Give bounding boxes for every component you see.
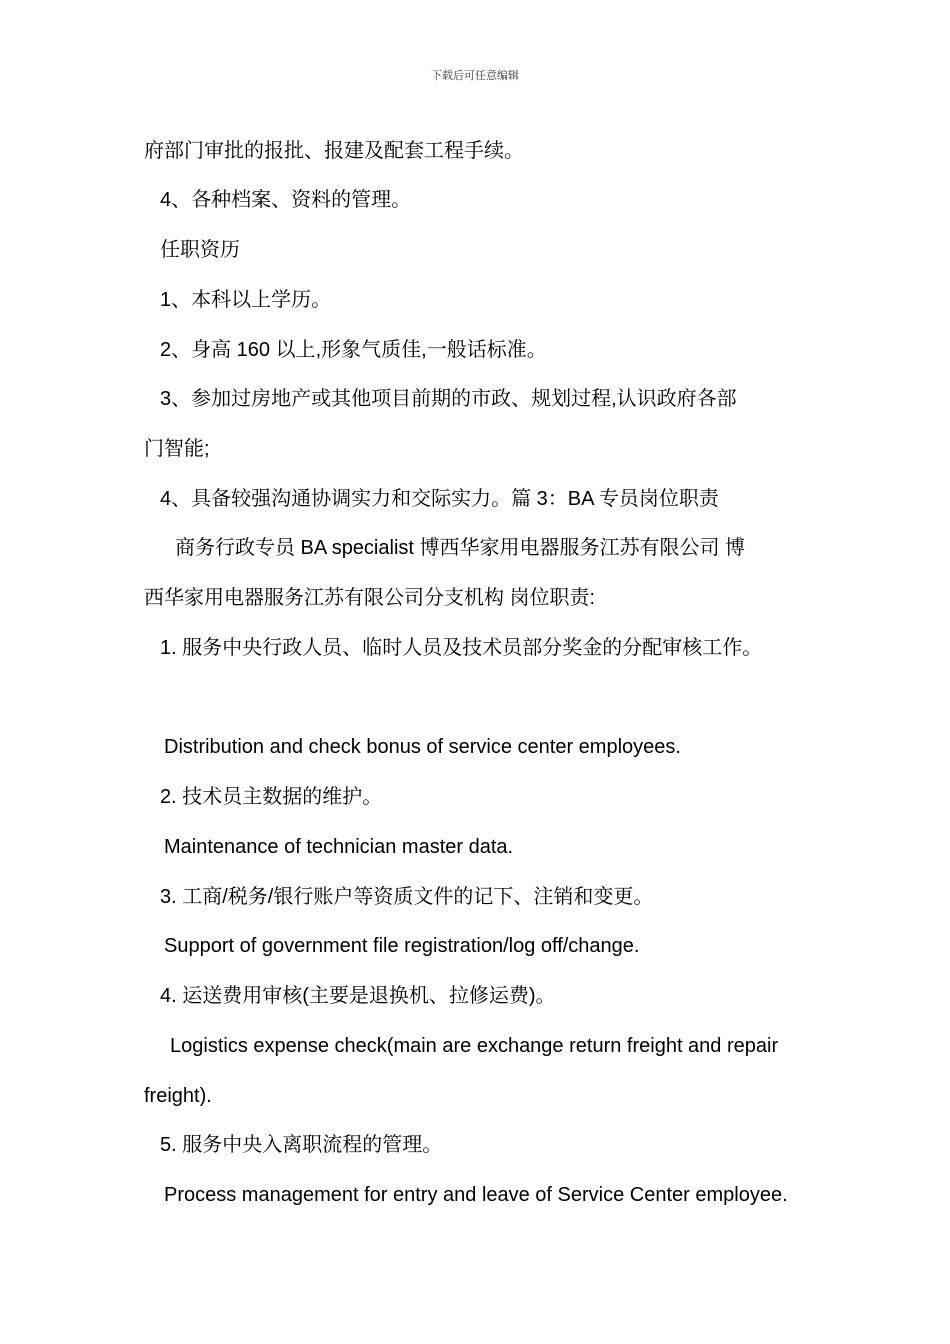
duty-item-1-en: Distribution and check bonus of service center employees. — [164, 736, 681, 758]
section-heading-qualifications: 任职资历 — [160, 239, 240, 261]
duty-item-2-cn: 2. 技术员主数据的维护。 — [160, 786, 383, 808]
qualification-item-2: 2、身高 160 以上,形象气质佳,一般话标准。 — [160, 339, 547, 361]
duty-item-1-cn: 1. 服务中央行政人员、临时人员及技术员部分奖金的分配审核工作。 — [160, 637, 763, 659]
qualification-item-3-continued: 门智能; — [144, 438, 210, 460]
qualification-item-1: 1、本科以上学历。 — [160, 289, 332, 311]
duty-item-5-en: Process management for entry and leave of Service Center employee. — [164, 1184, 788, 1206]
duty-item-4-en-continued: freight). — [144, 1085, 212, 1107]
paragraph-line-archive-management: 4、各种档案、资料的管理。 — [160, 189, 412, 211]
qualification-item-3: 3、参加过房地产或其他项目前期的市政、规划过程,认识政府各部 — [160, 388, 737, 410]
job-title-line-continued: 西华家用电器服务江苏有限公司分支机构 岗位职责: — [144, 587, 596, 609]
duty-item-3-cn: 3. 工商/税务/银行账户等资质文件的记下、注销和变更。 — [160, 886, 654, 908]
qualification-item-4: 4、具备较强沟通协调实力和交际实力。篇 3：BA 专员岗位职责 — [160, 488, 719, 510]
duty-item-4-cn: 4. 运送费用审核(主要是退换机、拉修运费)。 — [160, 985, 556, 1007]
paragraph-line-approval-procedures: 府部门审批的报批、报建及配套工程手续。 — [144, 140, 524, 162]
duty-item-4-en: Logistics expense check(main are exchange return freight and repair — [170, 1035, 779, 1057]
job-title-line: 商务行政专员 BA specialist 博西华家用电器服务江苏有限公司 博 — [175, 537, 746, 559]
header-note: 下载后可任意编辑 — [431, 69, 519, 82]
duty-item-2-en: Maintenance of technician master data. — [164, 836, 514, 858]
duty-item-3-en: Support of government file registration/log off/change. — [164, 935, 640, 957]
duty-item-5-cn: 5. 服务中央入离职流程的管理。 — [160, 1134, 443, 1156]
